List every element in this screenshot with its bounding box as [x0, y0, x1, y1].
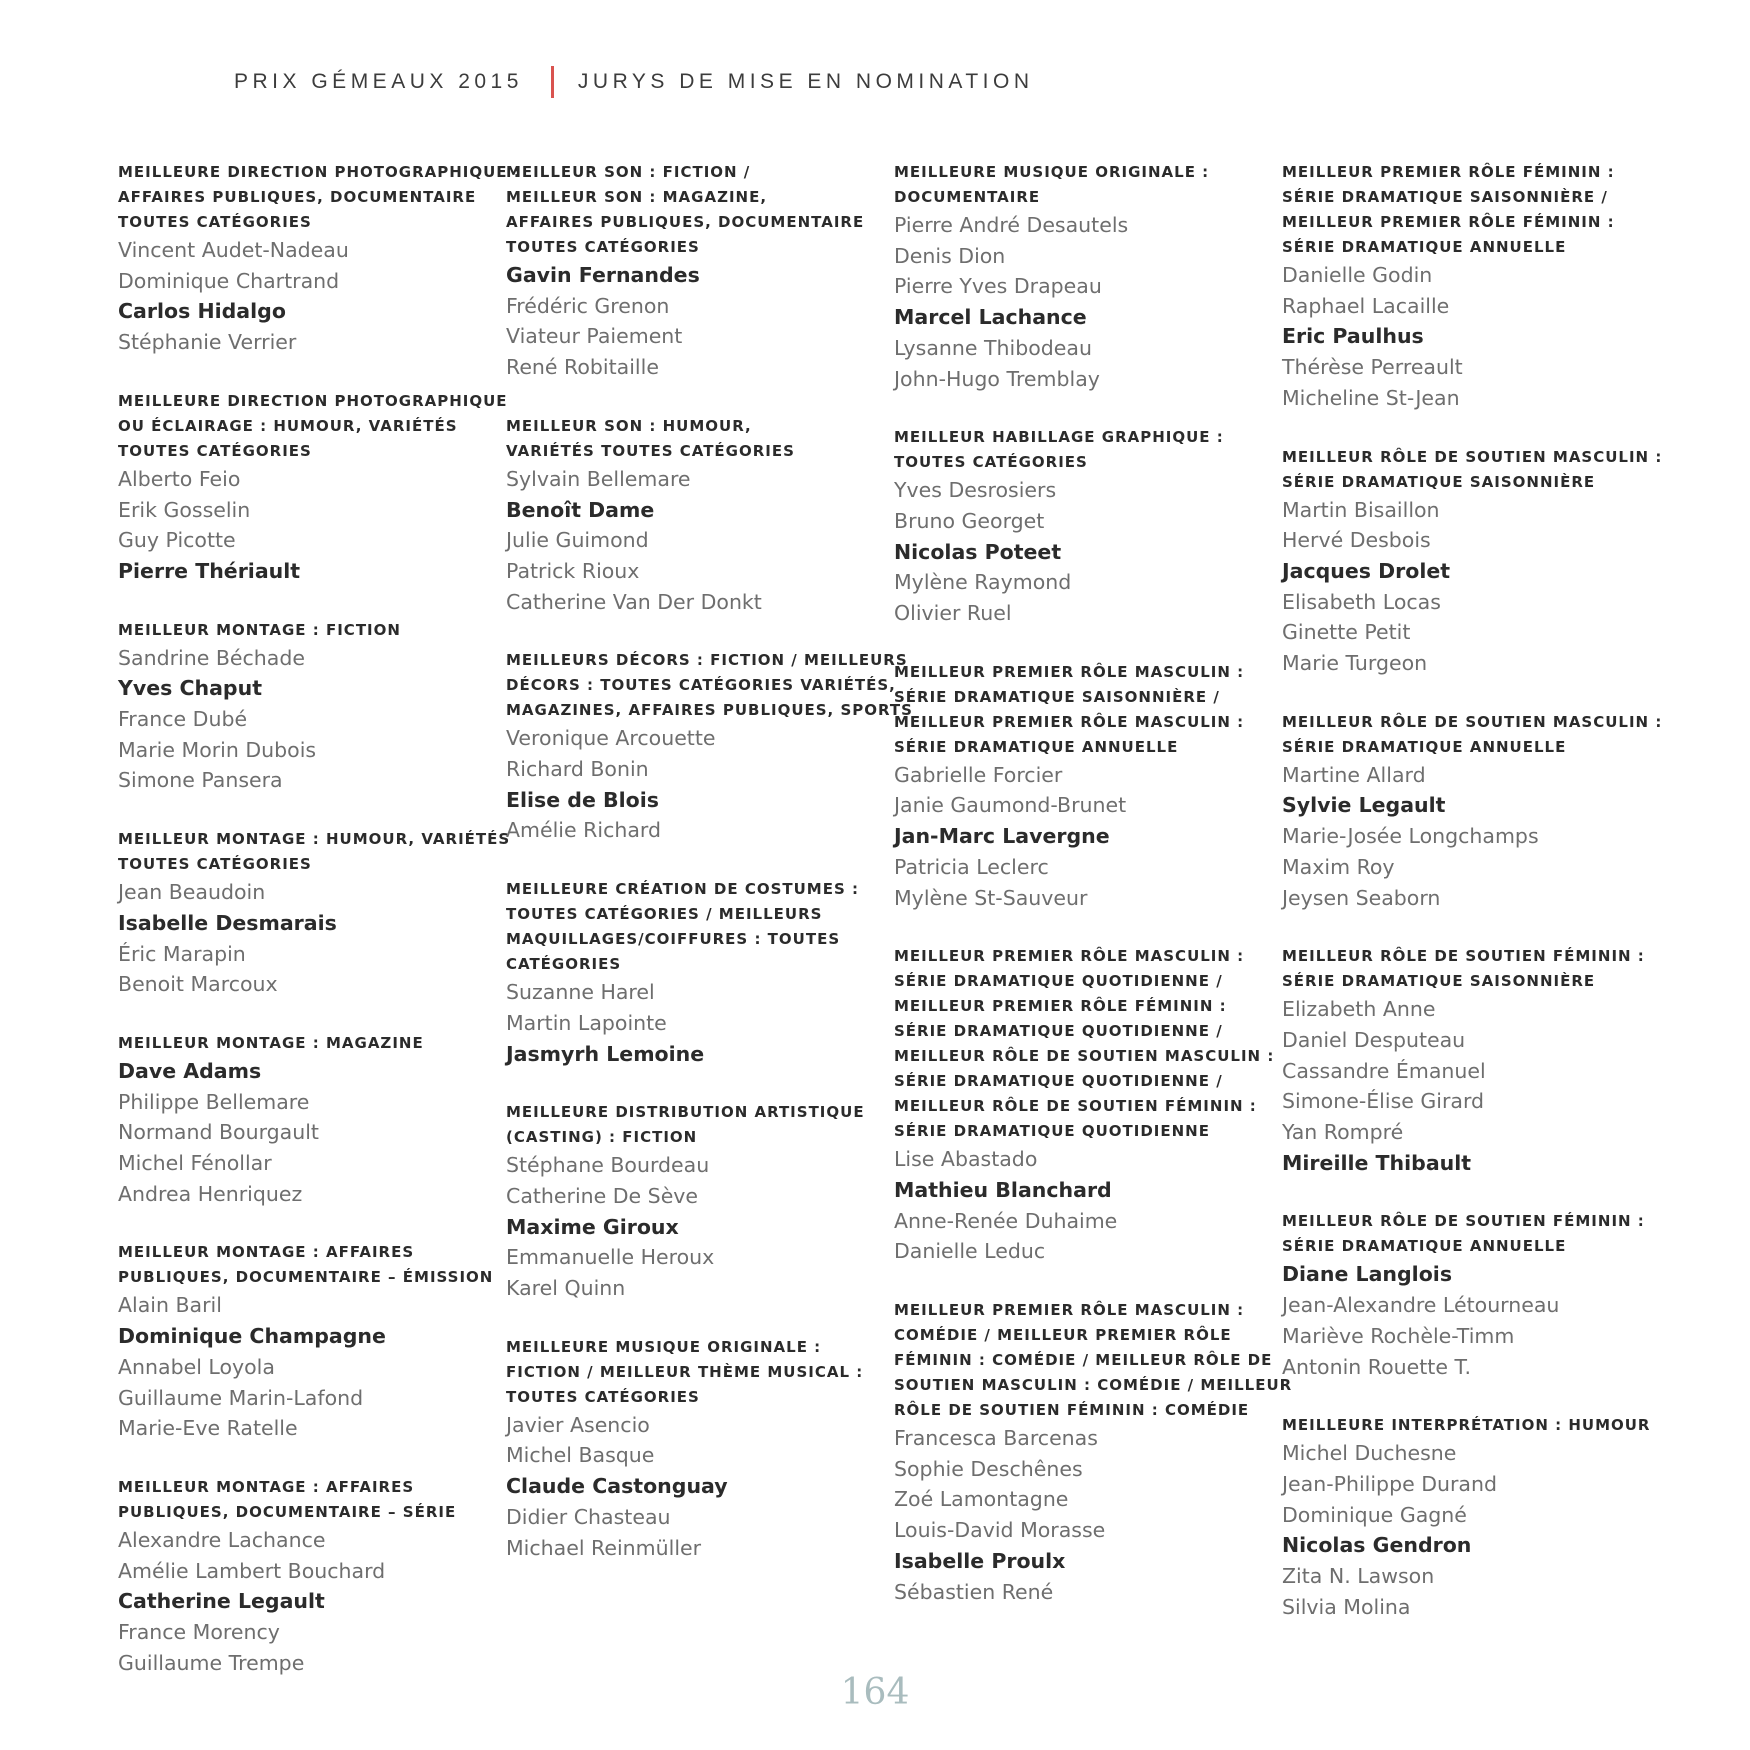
category-title-line: SOUTIEN MASCULIN : COMÉDIE / MEILLEUR — [894, 1376, 1293, 1395]
jury-member-name: Jean-Philippe Durand — [1282, 1471, 1497, 1496]
category-title-line: SÉRIE DRAMATIQUE ANNUELLE — [1282, 1237, 1567, 1256]
jury-section — [1282, 160, 1657, 414]
jury-category-title — [118, 1031, 493, 1056]
jury-section — [894, 425, 1269, 629]
jury-section — [118, 827, 511, 1000]
jury-member-name: Silvia Molina — [1282, 1594, 1411, 1619]
category-title-line: MEILLEUR MONTAGE : MAGAZINE — [118, 1033, 424, 1052]
category-title-line: AFFAIRES PUBLIQUES, DOCUMENTAIRE — [506, 213, 865, 231]
jury-president-name: Nicolas Gendron — [1282, 1533, 1472, 1558]
jury-member-name: Normand Bourgault — [118, 1120, 319, 1145]
jury-member-name: Anne-Renée Duhaime — [894, 1208, 1118, 1233]
jury-member-name: Catherine Van Der Donkt — [506, 589, 762, 614]
jury-section — [1282, 710, 1663, 914]
category-title-line: MEILLEURE MUSIQUE ORIGINALE : — [506, 1337, 822, 1356]
jury-member-name: Olivier Ruel — [894, 601, 1012, 626]
jury-category-title — [894, 660, 1269, 760]
category-title-line: MEILLEURE DISTRIBUTION ARTISTIQUE — [506, 1103, 865, 1122]
jury-category-title — [1282, 160, 1657, 260]
category-title-line: SÉRIE DRAMATIQUE ANNUELLE — [1282, 737, 1567, 756]
jury-member-name: Danielle Leduc — [894, 1239, 1046, 1264]
jury-member-name: Pierre André Desautels — [894, 213, 1129, 237]
category-title-line: MEILLEUR PREMIER RÔLE FÉMININ : — [1282, 163, 1615, 181]
jury-president-name: Elise de Blois — [506, 787, 659, 812]
jury-member-name: Guillaume Marin-Lafond — [118, 1385, 364, 1410]
jury-member-name: Marie-Eve Ratelle — [118, 1416, 298, 1441]
jury-president-name: Pierre Thériault — [118, 558, 301, 583]
category-title-line: AFFAIRES PUBLIQUES, DOCUMENTAIRE — [118, 188, 477, 206]
jury-section — [506, 648, 913, 846]
jury-president-name: Mathieu Blanchard — [894, 1177, 1112, 1202]
jury-president-name: Claude Castonguay — [506, 1474, 728, 1499]
category-title-line: MEILLEURE DIRECTION PHOTOGRAPHIQUE — [118, 391, 508, 410]
jury-member-name: Elisabeth Locas — [1282, 589, 1441, 614]
jury-member-name: Andrea Henriquez — [118, 1181, 303, 1206]
jury-category-title — [1282, 445, 1663, 495]
category-title-line: MEILLEUR SON : FICTION / — [506, 163, 751, 181]
category-title-line: MEILLEUR PREMIER RÔLE FÉMININ : — [1282, 213, 1615, 231]
jury-member-name: Ginette Petit — [1282, 620, 1411, 645]
jury-member-name: Thérèse Perreault — [1282, 355, 1463, 380]
jury-member-name: Veronique Arcouette — [506, 726, 716, 751]
jury-section — [118, 1475, 493, 1679]
jury-president-name: Gavin Fernandes — [506, 263, 700, 287]
category-title-line: DÉCORS : TOUTES CATÉGORIES VARIÉTÉS, — [506, 676, 896, 695]
category-title-line: MEILLEUR HABILLAGE GRAPHIQUE : — [894, 428, 1224, 447]
jury-member-name: Sandrine Béchade — [118, 645, 305, 670]
jury-member-name: Éric Marapin — [118, 941, 246, 966]
jury-member-name: Stéphane Bourdeau — [506, 1153, 710, 1178]
page-number: 164 — [840, 1672, 910, 1713]
jury-member-name: Michel Fénollar — [118, 1151, 272, 1176]
jury-member-name: Michel Basque — [506, 1443, 655, 1468]
category-title-line: FICTION / MEILLEUR THÈME MUSICAL : — [506, 1362, 864, 1381]
jury-section — [1282, 1209, 1657, 1382]
jury-member-name: Zita N. Lawson — [1282, 1564, 1435, 1589]
jury-category-title — [118, 1240, 493, 1290]
jury-president-name: Jan-Marc Lavergne — [894, 824, 1110, 849]
jury-member-name: Michael Reinmüller — [506, 1535, 702, 1560]
category-title-line: CATÉGORIES — [506, 955, 622, 974]
category-title-line: MEILLEUR PREMIER RÔLE FÉMININ : — [894, 997, 1227, 1016]
jury-column — [118, 160, 521, 1710]
category-title-line: MEILLEUR MONTAGE : HUMOUR, VARIÉTÉS — [118, 830, 511, 849]
category-title-line: MEILLEUR RÔLE DE SOUTIEN MASCULIN : — [1282, 712, 1663, 731]
jury-category-title — [118, 160, 521, 235]
jury-member-name: Maxim Roy — [1282, 854, 1395, 879]
jury-member-name: Janie Gaumond-Brunet — [894, 793, 1127, 818]
jury-category-title — [894, 160, 1269, 210]
jury-member-name: Martin Bisaillon — [1282, 497, 1440, 522]
category-title-line: SÉRIE DRAMATIQUE QUOTIDIENNE / — [894, 1022, 1223, 1041]
jury-president-name: Maxime Giroux — [506, 1214, 679, 1239]
category-title-line: MEILLEURE DIRECTION PHOTOGRAPHIQUE : — [118, 163, 521, 181]
jury-section — [118, 618, 493, 797]
category-title-line: TOUTES CATÉGORIES / MEILLEURS — [506, 905, 823, 924]
category-title-line: MEILLEUR SON : MAGAZINE, — [506, 188, 768, 206]
category-title-line: TOUTES CATÉGORIES — [118, 213, 312, 231]
jury-member-name: Richard Bonin — [506, 757, 649, 782]
jury-category-title — [506, 160, 881, 260]
jury-columns — [0, 160, 1750, 1680]
category-title-line: MEILLEURE CRÉATION DE COSTUMES : — [506, 880, 859, 899]
jury-president-name: Dave Adams — [118, 1058, 262, 1083]
category-title-line: MEILLEUR PREMIER RÔLE MASCULIN : — [894, 1301, 1245, 1320]
jury-member-name: Martin Lapointe — [506, 1010, 667, 1035]
category-title-line: SÉRIE DRAMATIQUE ANNUELLE — [1282, 238, 1567, 256]
jury-member-name: Sophie Deschênes — [894, 1456, 1083, 1481]
jury-category-title — [118, 1475, 493, 1525]
jury-member-name: France Dubé — [118, 707, 248, 732]
category-title-line: SÉRIE DRAMATIQUE SAISONNIÈRE / — [894, 687, 1220, 706]
jury-member-name: Cassandre Émanuel — [1282, 1058, 1486, 1083]
jury-column — [894, 160, 1293, 1638]
category-title-line: PUBLIQUES, DOCUMENTAIRE – ÉMISSION — [118, 1268, 494, 1287]
jury-section — [894, 1298, 1293, 1607]
jury-member-name: Marie Turgeon — [1282, 651, 1428, 676]
jury-section — [118, 389, 508, 587]
jury-president-name: Sylvie Legault — [1282, 793, 1446, 818]
jury-section — [506, 1100, 881, 1304]
category-title-line: SÉRIE DRAMATIQUE QUOTIDIENNE — [894, 1122, 1210, 1141]
jury-member-name: René Robitaille — [506, 355, 659, 380]
category-title-line: MEILLEUR PREMIER RÔLE MASCULIN : — [894, 947, 1245, 966]
jury-member-name: Yan Rompré — [1282, 1120, 1404, 1145]
category-title-line: SÉRIE DRAMATIQUE SAISONNIÈRE / — [1282, 188, 1608, 206]
category-title-line: (CASTING) : FICTION — [506, 1128, 698, 1147]
category-title-line: MEILLEUR RÔLE DE SOUTIEN MASCULIN : — [894, 1047, 1275, 1066]
jury-member-name: Didier Chasteau — [506, 1504, 671, 1529]
jury-member-name: Javier Asencio — [506, 1412, 650, 1437]
jury-member-name: Julie Guimond — [506, 528, 649, 553]
jury-section — [506, 1335, 881, 1564]
category-title-line: SÉRIE DRAMATIQUE QUOTIDIENNE / — [894, 1072, 1223, 1091]
jury-member-name: Guy Picotte — [118, 528, 236, 553]
category-title-line: MAQUILLAGES/COIFFURES : TOUTES — [506, 930, 841, 949]
jury-member-name: Sébastien René — [894, 1579, 1054, 1604]
category-title-line: MEILLEUR MONTAGE : AFFAIRES — [118, 1477, 415, 1496]
jury-member-name: Martine Allard — [1282, 762, 1426, 787]
section-heading: JURYS DE MISE EN NOMINATION — [577, 70, 1034, 93]
jury-president-name: Eric Paulhus — [1282, 324, 1424, 349]
jury-president-name: Carlos Hidalgo — [118, 299, 286, 324]
jury-member-name: France Morency — [118, 1620, 280, 1645]
jury-category-title — [894, 1298, 1293, 1423]
jury-member-name: Catherine De Sève — [506, 1183, 699, 1208]
jury-president-name: Jacques Drolet — [1282, 558, 1451, 583]
category-title-line: MEILLEUR SON : HUMOUR, — [506, 416, 752, 435]
jury-member-name: Annabel Loyola — [118, 1354, 275, 1379]
jury-president-name: Nicolas Poteet — [894, 539, 1062, 564]
category-title-line: MEILLEURS DÉCORS : FICTION / MEILLEURS — [506, 651, 908, 670]
jury-member-name: Simone-Élise Girard — [1282, 1089, 1485, 1114]
category-title-line: TOUTES CATÉGORIES — [118, 855, 312, 874]
category-title-line: PUBLIQUES, DOCUMENTAIRE – SÉRIE — [118, 1502, 457, 1521]
jury-member-name: Bruno Georget — [894, 508, 1045, 533]
publication-title: PRIX GÉMEAUX 2015 — [234, 70, 523, 93]
jury-president-name: Catherine Legault — [118, 1589, 325, 1614]
jury-category-title — [1282, 944, 1657, 994]
jury-section — [118, 160, 521, 358]
jury-member-name: Louis-David Morasse — [894, 1518, 1106, 1543]
jury-member-name: Patricia Leclerc — [894, 854, 1049, 879]
page-header — [234, 66, 1034, 98]
jury-member-name: Denis Dion — [894, 243, 1006, 268]
jury-member-name: Jean-Alexandre Létourneau — [1282, 1293, 1560, 1318]
jury-member-name: Gabrielle Forcier — [894, 762, 1063, 787]
jury-member-name: Simone Pansera — [118, 768, 283, 793]
jury-member-name: Daniel Desputeau — [1282, 1027, 1466, 1052]
category-title-line: SÉRIE DRAMATIQUE SAISONNIÈRE — [1282, 972, 1596, 991]
jury-member-name: Marie-Josée Longchamps — [1282, 824, 1539, 849]
jury-member-name: Philippe Bellemare — [118, 1089, 310, 1114]
jury-category-title — [506, 1100, 881, 1150]
category-title-line: MEILLEUR PREMIER RÔLE MASCULIN : — [894, 712, 1245, 731]
jury-category-title — [1282, 1209, 1657, 1259]
jury-member-name: Stéphanie Verrier — [118, 330, 297, 355]
jury-member-name: Karel Quinn — [506, 1276, 626, 1301]
jury-member-name: Vincent Audet-Nadeau — [118, 238, 349, 262]
jury-category-title — [506, 648, 913, 723]
jury-president-name: Isabelle Desmarais — [118, 910, 337, 935]
jury-member-name: Raphael Lacaille — [1282, 293, 1450, 318]
category-title-line: MEILLEUR RÔLE DE SOUTIEN FÉMININ : — [1282, 1212, 1645, 1231]
jury-category-title — [118, 827, 511, 877]
jury-member-name: Benoit Marcoux — [118, 972, 278, 997]
jury-member-name: Jeysen Seaborn — [1282, 885, 1441, 910]
jury-member-name: Patrick Rioux — [506, 558, 640, 583]
jury-member-name: Guillaume Trempe — [118, 1650, 305, 1675]
jury-category-title — [118, 389, 508, 464]
category-title-line: FÉMININ : COMÉDIE / MEILLEUR RÔLE DE — [894, 1351, 1273, 1370]
jury-president-name: Benoît Dame — [506, 497, 655, 522]
jury-president-name: Isabelle Proulx — [894, 1548, 1066, 1573]
category-title-line: SÉRIE DRAMATIQUE SAISONNIÈRE — [1282, 472, 1596, 491]
category-title-line: TOUTES CATÉGORIES — [506, 238, 700, 256]
jury-member-name: John-Hugo Tremblay — [894, 366, 1100, 391]
jury-section — [894, 944, 1275, 1267]
category-title-line: MAGAZINES, AFFAIRES PUBLIQUES, SPORTS — [506, 701, 913, 720]
category-title-line: TOUTES CATÉGORIES — [506, 1387, 700, 1406]
jury-category-title — [506, 1335, 881, 1410]
jury-member-name: Dominique Chartrand — [118, 268, 340, 293]
jury-member-name: Alberto Feio — [118, 466, 241, 491]
category-title-line: SÉRIE DRAMATIQUE ANNUELLE — [894, 737, 1179, 756]
jury-president-name: Jasmyrh Lemoine — [506, 1041, 705, 1066]
jury-section — [506, 877, 881, 1069]
jury-member-name: Lise Abastado — [894, 1147, 1038, 1172]
category-title-line: COMÉDIE / MEILLEUR PREMIER RÔLE — [894, 1326, 1232, 1345]
jury-category-title — [894, 944, 1275, 1144]
jury-member-name: Mylène St-Sauveur — [894, 885, 1088, 910]
jury-category-title — [1282, 710, 1663, 760]
jury-president-name: Marcel Lachance — [894, 305, 1087, 330]
jury-category-title — [506, 414, 881, 464]
jury-member-name: Yves Desrosiers — [894, 478, 1057, 503]
jury-member-name: Mariève Rochèle-Timm — [1282, 1323, 1515, 1348]
jury-column — [1282, 160, 1663, 1654]
jury-member-name: Zoé Lamontagne — [894, 1487, 1069, 1512]
jury-member-name: Amélie Lambert Bouchard — [118, 1558, 386, 1583]
category-title-line: MEILLEUR RÔLE DE SOUTIEN FÉMININ : — [894, 1097, 1257, 1116]
jury-member-name: Alexandre Lachance — [118, 1527, 326, 1552]
jury-section — [1282, 1413, 1657, 1622]
jury-member-name: Elizabeth Anne — [1282, 997, 1436, 1022]
jury-member-name: Suzanne Harel — [506, 980, 655, 1005]
category-title-line: DOCUMENTAIRE — [894, 188, 1041, 206]
jury-category-title — [118, 618, 493, 643]
jury-section — [894, 660, 1269, 914]
category-title-line: MEILLEURE INTERPRÉTATION : HUMOUR — [1282, 1416, 1651, 1435]
category-title-line: RÔLE DE SOUTIEN FÉMININ : COMÉDIE — [894, 1401, 1250, 1420]
category-title-line: MEILLEUR PREMIER RÔLE MASCULIN : — [894, 662, 1245, 681]
jury-section — [1282, 445, 1663, 679]
jury-member-name: Michel Duchesne — [1282, 1441, 1457, 1466]
jury-member-name: Dominique Gagné — [1282, 1502, 1467, 1527]
jury-member-name: Frédéric Grenon — [506, 293, 670, 318]
jury-president-name: Mireille Thibault — [1282, 1150, 1472, 1175]
jury-section — [118, 1031, 493, 1210]
jury-member-name: Marie Morin Dubois — [118, 737, 317, 762]
jury-section — [506, 160, 881, 383]
category-title-line: TOUTES CATÉGORIES — [894, 453, 1088, 472]
jury-president-name: Dominique Champagne — [118, 1324, 386, 1349]
category-title-line: SÉRIE DRAMATIQUE QUOTIDIENNE / — [894, 972, 1223, 991]
jury-president-name: Diane Langlois — [1282, 1262, 1453, 1287]
jury-member-name: Sylvain Bellemare — [506, 466, 691, 491]
jury-member-name: Antonin Rouette T. — [1282, 1354, 1472, 1379]
header-divider — [551, 66, 554, 98]
jury-president-name: Yves Chaput — [118, 676, 262, 701]
category-title-line: MEILLEUR RÔLE DE SOUTIEN MASCULIN : — [1282, 447, 1663, 466]
jury-member-name: Micheline St-Jean — [1282, 385, 1460, 410]
jury-member-name: Viateur Paiement — [506, 324, 683, 349]
jury-category-title — [894, 425, 1269, 475]
category-title-line: TOUTES CATÉGORIES — [118, 441, 312, 460]
jury-member-name: Jean Beaudoin — [118, 880, 266, 905]
jury-category-title — [1282, 1413, 1657, 1438]
jury-member-name: Erik Gosselin — [118, 497, 251, 522]
jury-member-name: Mylène Raymond — [894, 570, 1072, 595]
jury-member-name: Emmanuelle Heroux — [506, 1245, 715, 1270]
category-title-line: MEILLEUR RÔLE DE SOUTIEN FÉMININ : — [1282, 947, 1645, 966]
category-title-line: VARIÉTÉS TOUTES CATÉGORIES — [506, 441, 795, 460]
category-title-line: MEILLEURE MUSIQUE ORIGINALE : — [894, 163, 1210, 181]
jury-section — [118, 1240, 493, 1444]
jury-member-name: Danielle Godin — [1282, 263, 1433, 287]
category-title-line: MEILLEUR MONTAGE : AFFAIRES — [118, 1243, 415, 1262]
jury-column — [506, 160, 913, 1594]
jury-member-name: Pierre Yves Drapeau — [894, 274, 1102, 299]
category-title-line: OU ÉCLAIRAGE : HUMOUR, VARIÉTÉS — [118, 416, 458, 435]
category-title-line: MEILLEUR MONTAGE : FICTION — [118, 620, 401, 639]
jury-member-name: Hervé Desbois — [1282, 528, 1431, 553]
jury-section — [1282, 944, 1657, 1178]
jury-member-name: Alain Baril — [118, 1293, 222, 1318]
jury-section — [894, 160, 1269, 394]
jury-member-name: Francesca Barcenas — [894, 1426, 1098, 1451]
jury-section — [506, 414, 881, 618]
jury-category-title — [506, 877, 881, 977]
jury-member-name: Amélie Richard — [506, 818, 661, 843]
jury-member-name: Lysanne Thibodeau — [894, 335, 1092, 360]
